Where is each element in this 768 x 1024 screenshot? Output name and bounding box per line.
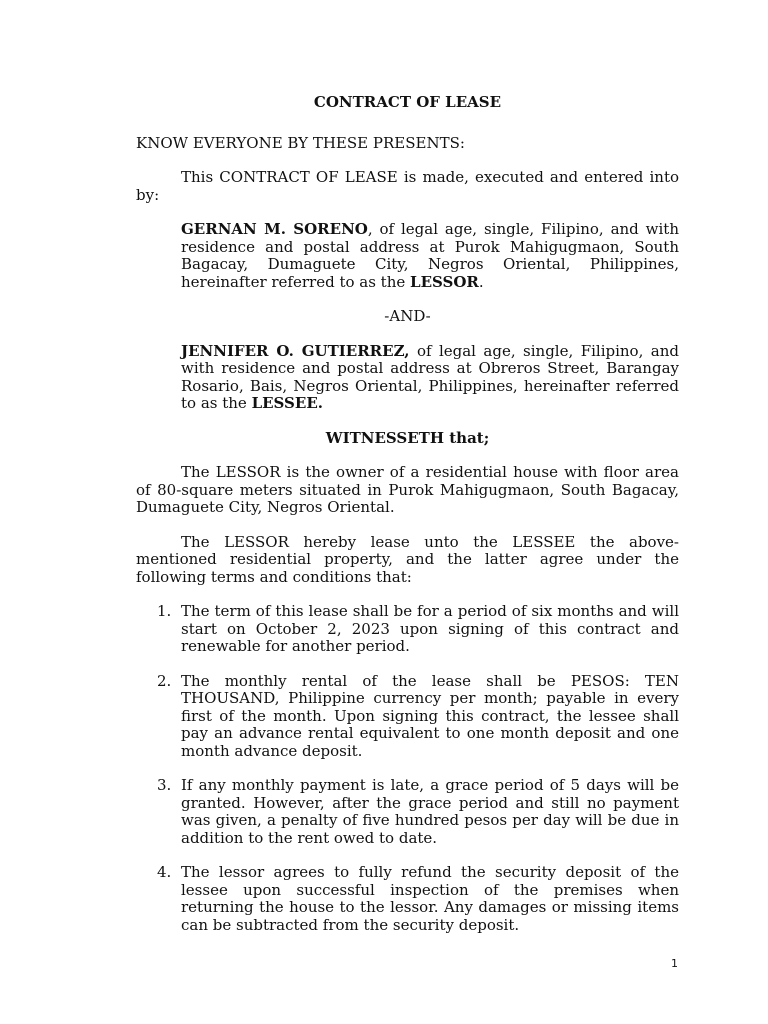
lessee-details: of legal age, single, Filipino, and with residence and postal address at Obreros Street, Barangay Rosario, Bais, Negros Oriental, Philippines, hereinafter referred to as the — [181, 341, 679, 412]
term-text: The lessor agrees to fully refund the security deposit of the lessee upon successful inspection of the premises when returning the house to the lessor. Any damages or missing items can be subtracted from the security deposit. — [181, 863, 679, 934]
term-number: 3. — [157, 776, 172, 794]
and-separator: -AND- — [384, 307, 431, 325]
recital-paragraph-2: The LESSOR hereby lease unto the LESSEE the above-mentioned residential property, and the latter agree under the following terms and conditions that: — [136, 532, 679, 586]
term-item — [136, 673, 679, 761]
lessee-paragraph — [136, 343, 679, 413]
term-item — [136, 777, 679, 847]
lessor-name: GERNAN M. SORENO — [181, 220, 368, 238]
lessee-name: JENNIFER O. GUTIERREZ, — [181, 341, 410, 360]
document-body — [136, 94, 679, 951]
page-number: 1 — [671, 957, 678, 970]
lessor-role: LESSOR — [410, 272, 479, 291]
term-text: The term of this lease shall be for a period of six months and will start on October 2, 2023 upon signing of this contract and renewable for another period. — [181, 602, 679, 655]
document-title: CONTRACT OF LEASE — [313, 93, 502, 111]
terms-list — [136, 603, 679, 934]
intro-paragraph: This CONTRACT OF LEASE is made, executed and entered into by: — [136, 168, 679, 204]
recital-paragraph-1: The LESSOR is the owner of a residential house with floor area of 80-square meters situated in Purok Mahigugmaon, South Bagacay, Dumaguete City, Negros Oriental. — [136, 463, 679, 516]
term-number: 4. — [157, 863, 172, 881]
lessor-details: , of legal age, single, Filipino, and with residence and postal address at Purok Mahigugmaon, South Bagacay, Dumaguete City, Negros Oriental, Philippines, hereinafter referred to as the — [181, 220, 679, 291]
term-item — [136, 864, 679, 934]
term-number: 1. — [157, 602, 172, 620]
term-item — [136, 603, 679, 656]
lessee-role: LESSEE. — [251, 394, 323, 412]
term-text: The monthly rental of the lease shall be PESOS: TEN THOUSAND, Philippine currency per month; payable in every first of the month. Upon signing this contract, the lessee shall pay an advance rental equivalent to one month deposit and one month advance deposit. — [181, 671, 679, 760]
term-text: If any monthly payment is late, a grace period of 5 days will be granted. However, after the grace period and still no payment was given, a penalty of five hundred pesos per day will be due in addition to the rent owed to date. — [181, 776, 679, 847]
witnesseth-heading: WITNESSETH that; — [325, 428, 490, 447]
lessor-end: . — [478, 272, 484, 291]
lessor-paragraph — [136, 221, 679, 291]
term-number: 2. — [157, 671, 172, 690]
opening-line: KNOW EVERYONE BY THESE PRESENTS: — [136, 133, 465, 152]
